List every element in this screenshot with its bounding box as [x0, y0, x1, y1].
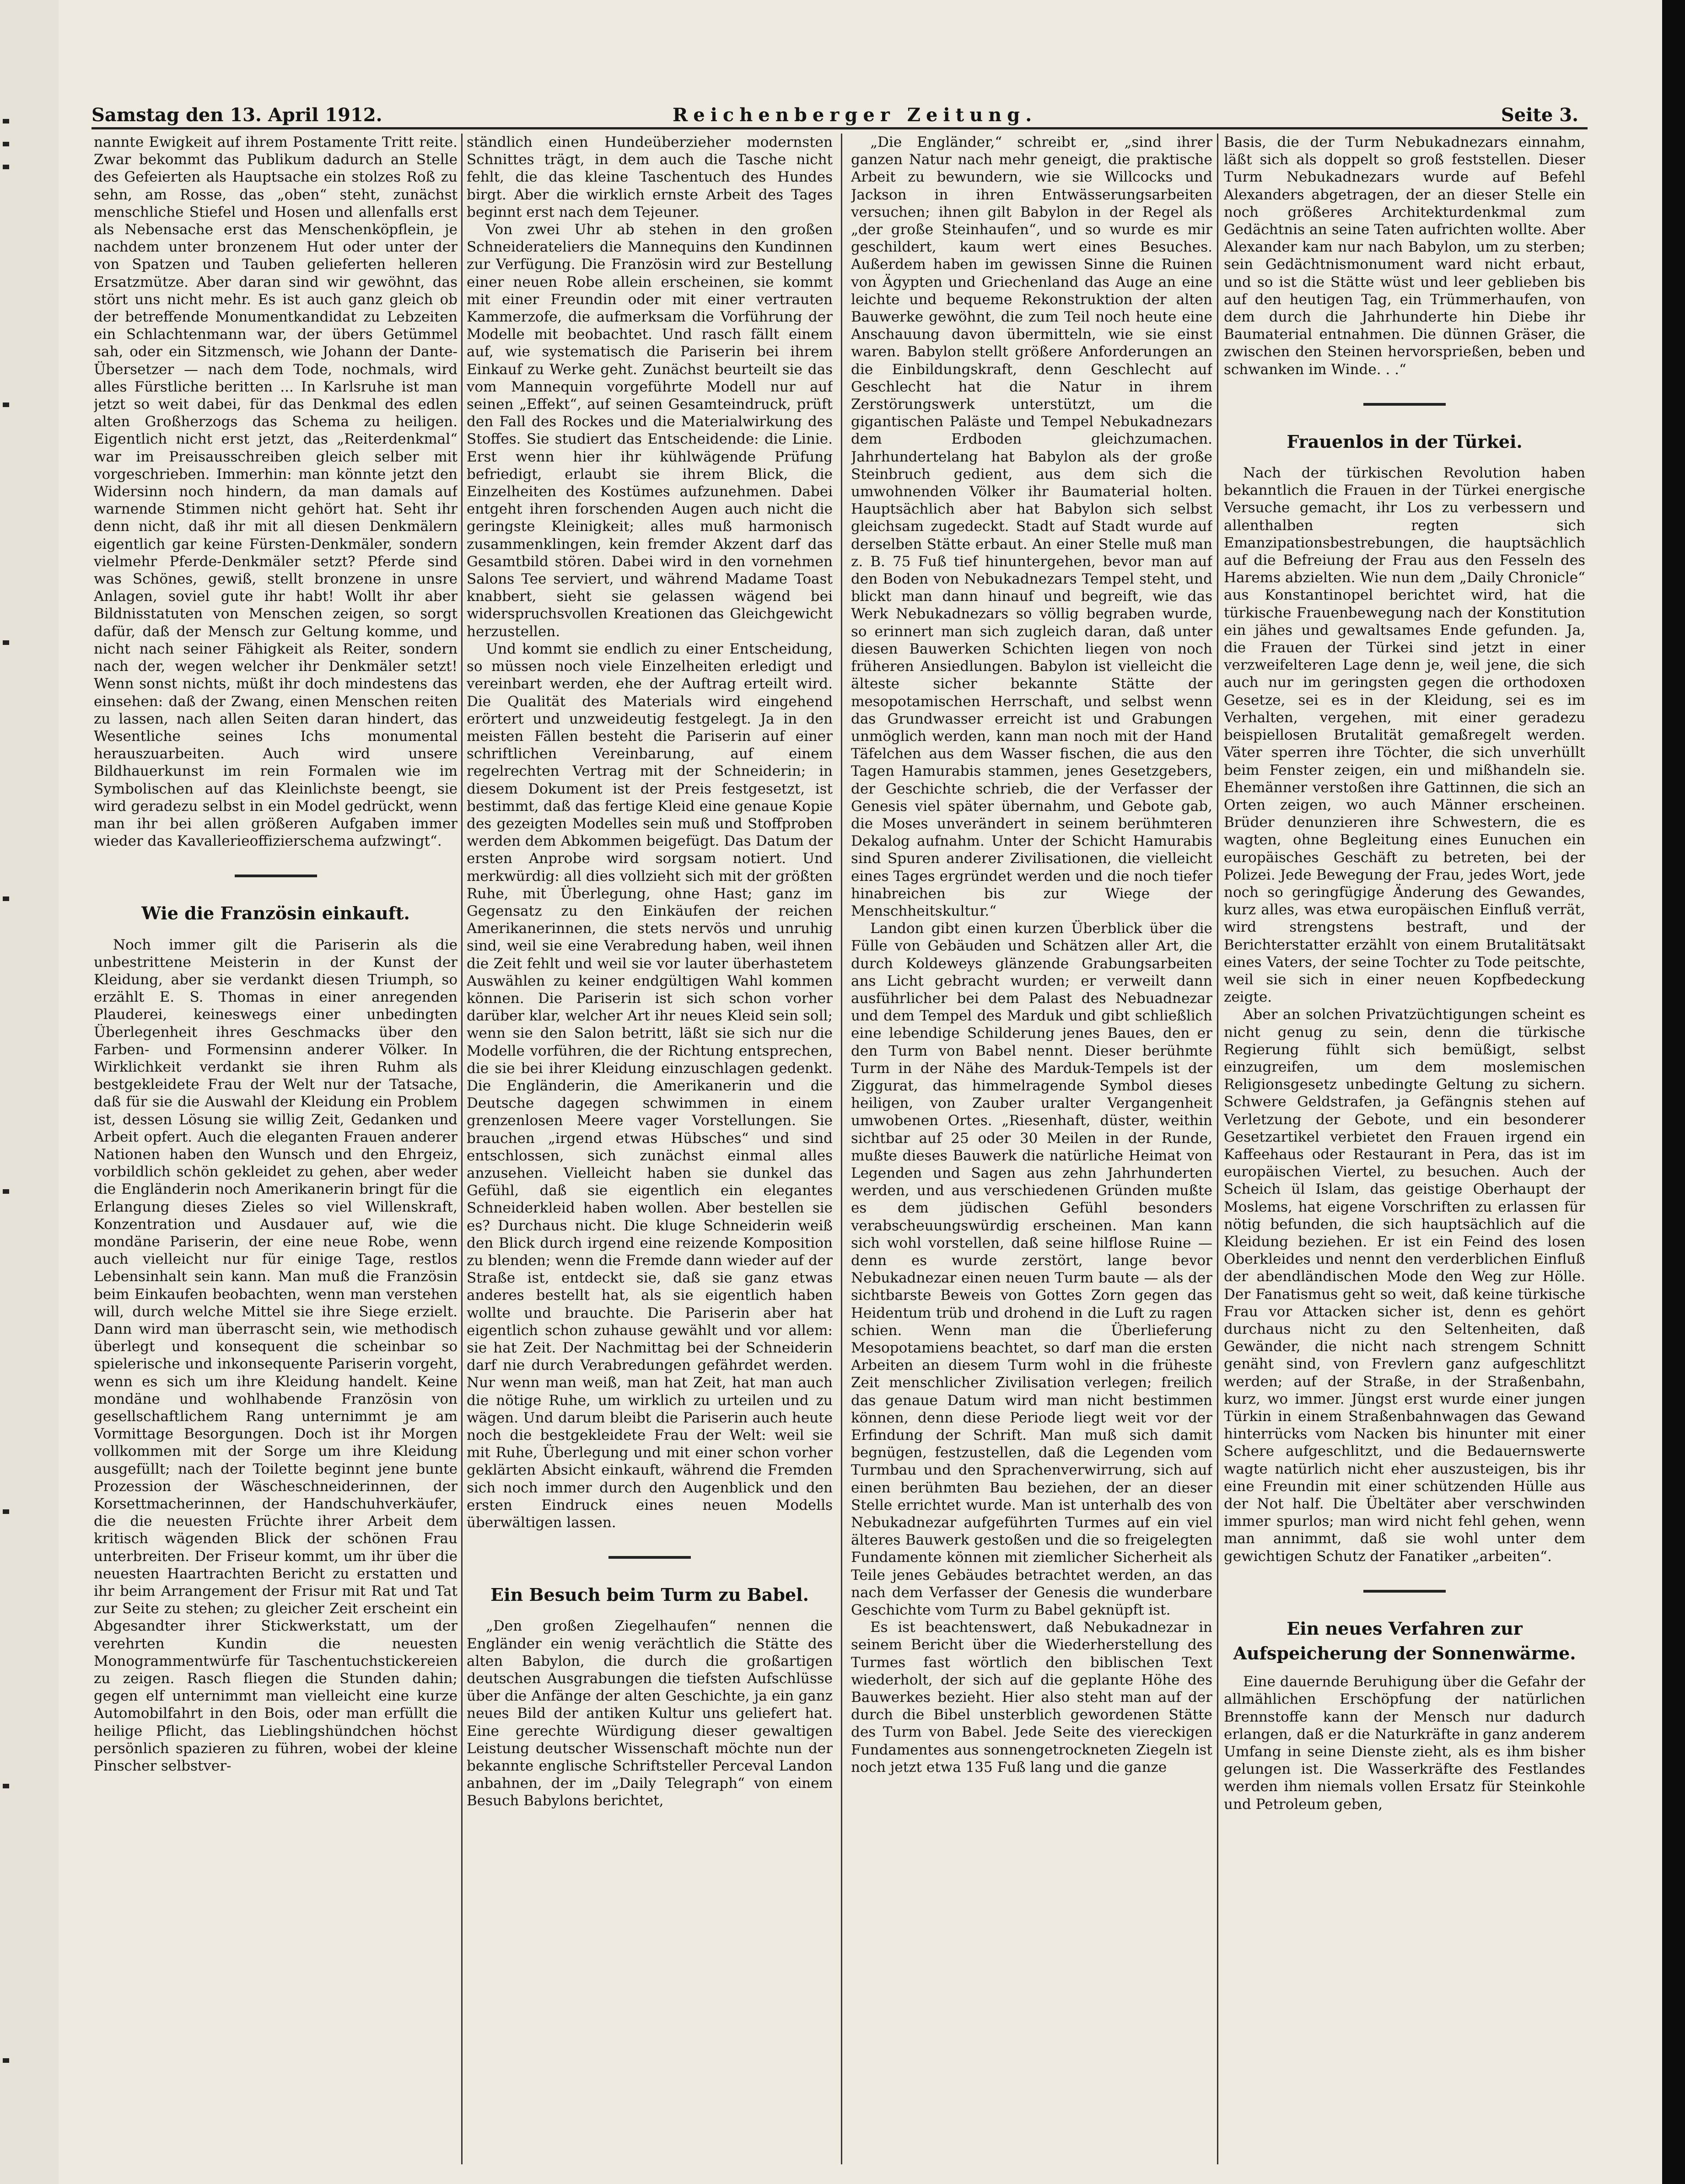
article-headline: Wie die Französin einkauft. [141, 903, 410, 924]
text-column-4 [1224, 134, 1585, 2164]
scan-border [1662, 0, 1685, 2184]
article-paragraph: Von zwei Uhr ab stehen in den großen Schneiderateliers die Mannequins den Kundinnen zur Verfügung. Die Französin wird zur Bestellung einer neuen Robe allein erscheinen, sie kommt mit einer Freundin oder mit einer vertrauten Kammerzofe, die aufmerksam die Vorführung der Modelle mit beobachtet. Und rasch fällt einem auf, wie systematisch die Pariserin bei ihrem Einkauf zu Werke geht. Zunächst beurteilt sie das vom Mannequin vorgeführte Modell nur auf seinen „Effekt“, auf seinen Gesamteindruck, prüft den Fall des Rockes und die Materialwirkung des Stoffes. Sie studiert das Entscheidende: die Linie. Erst wenn hier ihr kühlwägende Prüfung befriedigt, erlaubt sie ihrem Blick, die Einzelheiten des Kostümes aufzunehmen. Dabei entgeht ihren forschenden Augen auch nicht die geringste Kleinigkeit; alles muß harmonisch zusammenklingen, kein fremder Akzent darf das Gesamtbild stören. Dabei wird in den vornehmen Salons Tee serviert, und während Madame Toast knabbert, sieht sie gelassen wägend bei widerspruchsvollen Kreationen das Gleichgewicht herzustellen. [467, 221, 833, 640]
article-paragraph: „Den großen Ziegelhaufen“ nennen die Engländer ein wenig verächtlich die Stätte des alten Babylon, die durch die großartigen deutschen Ausgrabungen die tiefsten Aufschlüsse über die Anfänge der alten Geschichte, ja ein ganz neues Bild der antiken Kultur uns geliefert hat. Eine gerechte Würdigung dieser gewaltigen Leistung deutscher Wissenschaft möchte nun der bekannte englische Schriftsteller Perceval Landon anbahnen, der im „Daily Telegraph“ von einem Besuch Babylons berichtet, [467, 1618, 833, 1809]
adjacent-page-edge [0, 0, 59, 2184]
article-paragraph: Basis, die der Turm Nebukadnezars einnahm, läßt sich als doppelt so groß feststellen. Dieser Turm Nebukadnezars wurde auf Befehl Alexanders abgetragen, der an dieser Stelle ein noch größeres Architekturdenkmal zum Gedächtnis an seine Taten aufrichten wollte. Aber Alexander kam nur nach Babylon, um zu sterben; sein Gedächtnismonument ward nicht erbaut, und so ist die Stätte wüst und leer geblieben bis auf den heutigen Tag, ein Trümmerhaufen, von dem durch die Jahrhunderte hin Diebe ihr Baumaterial entnahmen. Die dünnen Gräser, die zwischen den Steinen hervorsprießen, beben und schwanken im Winde. . .“ [1224, 134, 1585, 378]
issue-date: Samstag den 13. April 1912. [92, 104, 382, 126]
article-paragraph: Und kommt sie endlich zu einer Entscheidung, so müssen noch viele Einzelheiten erledigt und vereinbart werden, ehe der Auftrag erteilt wird. Die Qualität des Materials wird eingehend erörtert und unzweideutig festgelegt. Ja in den meisten Fällen besteht die Pariserin auf einer schriftlichen Vereinbarung, auf einem regelrechten Vertrag mit der Schneiderin; in diesem Dokument ist der Preis festgesetzt, ist bestimmt, daß das fertige Kleid eine genaue Kopie des gezeigten Modelles sein muß und Stoffproben werden dem Abkommen beigefügt. Das Datum der ersten Anprobe wird sorgsam notiert. Und merkwürdig: all dies vollzieht sich mit der größten Ruhe, mit Überlegung, ohne Hast; ganz im Gegensatz zu den Einkäufen der reichen Amerikanerinnen, die stets nervös und unruhig sind, weil sie eine Verabredung haben, weil ihnen die Zeit fehlt und weil sie vor lauter überhastetem Auswählen zu keiner endgültigen Wahl kommen können. Die Pariserin ist sich schon vorher darüber klar, welcher Art ihr neues Kleid sein soll; wenn sie den Salon betritt, läßt sie sich nur die Modelle vorführen, die der Richtung entsprechen, die sie bei ihrer Kleidung einzuschlagen gedenkt. Die Engländerin, die Amerikanerin und die Deutsche dagegen schwimmen in einem grenzenlosen Meere vager Vorstellungen. Sie brauchen „irgend etwas Hübsches“ und sind entschlossen, sich zunächst einmal alles anzusehen. Vielleicht haben sie dunkel das Gefühl, daß sie eigentlich ein elegantes Schneiderkleid haben wollen. Aber bestellen sie es? Durchaus nicht. Die kluge Schneiderin weiß den Blick durch irgend eine reizende Komposition zu blenden; wenn die Fremde dann wieder auf der Straße ist, entdeckt sie, daß sie ganz etwas anderes bestellt hat, als sie eigentlich haben wollte und brauchte. Die Pariserin aber hat eigentlich schon zuhause gewählt und vor allem: sie hat Zeit. Der Nachmittag bei der Schneiderin darf nie durch Verabredungen gefährdet werden. Nur wenn man weiß, man hat Zeit, hat man auch die nötige Ruhe, um wirklich zu urteilen und zu wägen. Und darum bleibt die Pariserin auch heute noch die bestgekleidete Frau der Welt: weil sie mit Ruhe, Überlegung und mit einer schon vorher geklärten Absicht einkauft, während die Fremden sich noch immer durch den Augenblick und den ersten Eindruck eines neuen Modells überwältigen lassen. [467, 640, 833, 1531]
section-separator [1363, 403, 1446, 406]
article-paragraph: Eine dauernde Beruhigung über die Gefahr der allmählichen Erschöpfung der natürlichen Brennstoffe kann der Mensch nur dadurch erlangen, daß er die Naturkräfte in ganz anderem Umfang in seine Dienste zieht, als es ihm bisher gelungen ist. Die Wasserkräfte des Festlandes werden ihm niemals vollen Ersatz für Steinkohle und Petroleum geben, [1224, 1674, 1585, 1813]
article-headline [1224, 1620, 1585, 1662]
section-separator [608, 1556, 691, 1559]
page-header [92, 104, 1578, 136]
article-headline: Ein Besuch beim Turm zu Babel. [490, 1584, 809, 1605]
text-column-3 [851, 134, 1212, 2164]
column-divider [1217, 134, 1218, 2164]
article-paragraph: Es ist beachtenswert, daß Nebukadnezar in seinem Bericht über die Wiederherstellung des Turmes fast wörtlich den biblischen Text wiederholt, der sich auf die geplante Höhe des Bauwerkes bezieht. Hier also steht man auf der durch die Bibel unsterblich gewordenen Stätte des Turm von Babel. Jede Seite des viereckigen Fundamentes aus sonnengetrockneten Ziegeln ist noch jetzt etwa 135 Fuß lang und die ganze [851, 1619, 1212, 1776]
headline-line: Ein neues Verfahren zur [1287, 1618, 1523, 1639]
article-paragraph: Landon gibt einen kurzen Überblick über die Fülle von Gebäuden und Schätzen aller Art, die durch Koldeweys glänzende Grabungsarbeiten ans Licht gebracht wurden; er verweilt dann ausführlicher bei dem Palast des Nebuadnezar und dem Tempel des Marduk und gibt schließlich eine lebendige Schilderung jenes Baues, den er den Turm von Babel nennt. Dieser berühmte Turm in der Nähe des Marduk-Tempels ist der Ziggurat, das himmelragende Symbol dieses heiligen, von Zauber uralter Vergangenheit umwobenen Ortes. „Riesenhaft, düster, weithin sichtbar auf 25 oder 30 Meilen in der Runde, mußte dieses Bauwerk die natürliche Heimat von Legenden und Sagen aus zehn Jahrhunderten werden, und aus verschiedenen Gründen mußte es dem jüdischen Gefühl besonders verabscheuungswürdig erscheinen. Man kann sich wohl vorstellen, daß seine hilflose Ruine — denn es wurde zerstört, lange bevor Nebukadnezar einen neuen Turm baute — als der sichtbarste Beweis von Gottes Zorn gegen das Heidentum trüb und drohend in die Luft zu ragen schien. Wenn man die Überlieferung Mesopotamiens beachtet, so darf man die ersten Arbeiten an diesem Turm wohl in die früheste Zeit menschlicher Zivilisation verlegen; freilich das genaue Datum wird man nicht bestimmen können, denn diese Periode liegt weit vor der Erfindung der Schrift. Man muß sich damit begnügen, festzustellen, daß die Legenden vom Turmbau und den Sprachenverwirrung, sich auf einen berühmten Bau beziehen, der an dieser Stelle errichtet wurde. Man ist unterhalb des von Nebukadnezar aufgeführten Turmes auf ein viel älteres Bauwerk gestoßen und die so freigelegten Fundamente können mit ziemlicher Sicherheit als Teile jenes Gebäudes betrachtet werden, an das nach dem Verfasser der Genesis die wunderbare Geschichte vom Turm zu Babel geknüpft ist. [851, 920, 1212, 1619]
article-paragraph: „Die Engländer,“ schreibt er, „sind ihrer ganzen Natur nach mehr geneigt, die praktische Arbeit zu bewundern, wie sie Willcocks und Jackson in ihren Entwässerungsarbeiten versuchen; ihnen gilt Babylon in der Regel als „der große Steinhaufen“, und so wurde es mir geschildert, kaum wert eines Besuches. Außerdem haben im gewissen Sinne die Ruinen von Ägypten und Griechenland das Auge an eine leichte und bequeme Rekonstruktion der alten Bauwerke gewöhnt, die zum Teil noch heute eine Anschauung davon übermitteln, wie sie einst waren. Babylon stellt größere Anforderungen an die Einbildungskraft, denn Geschlecht auf Geschlecht hat die Natur in ihrem Zerstörungswerk unterstützt, um die gigantischen Paläste und Tempel Nebukadnezars dem Erdboden gleichzumachen. Jahrhundertelang hat Babylon als der große Steinbruch gedient, aus dem sich die umwohnenden Völker ihr Baumaterial holten. Hauptsächlich aber hat Babylon sich selbst gleichsam zugedeckt. Stadt auf Stadt wurde auf derselben Stätte erbaut. An einer Stelle muß man z. B. 75 Fuß tief hinuntergehen, bevor man auf den Boden von Nebukadnezars Tempel steht, und blickt man dann hinauf und begreift, wie das Werk Nebukadnezars so völlig begraben wurde, so erinnert man sich zugleich daran, daß unter diesen Bauwerken Schichten liegen von noch früheren Ansiedlungen. Babylon ist vielleicht die älteste sicher bekannte Stätte der mesopotamischen Herrschaft, und selbst wenn das Grundwasser erreicht ist und Grabungen unmöglich werden, kann man noch mit der Hand Täfelchen aus dem Wasser fischen, die aus den Tagen Hamurabis stammen, jenes Gesetzgebers, der Geschichte schrieb, die der Verfasser der Genesis viel später übernahm, und Gebote gab, die Moses unverändert in seinem berühmteren Dekalog aufnahm. Unter der Schicht Hamurabis sind Spuren anderer Zivilisationen, die vielleicht eines Tages ergründet werden und die noch tiefer hinabreichen bis zur Wiege der Menschheitskultur.“ [851, 134, 1212, 919]
article-paragraph: nannte Ewigkeit auf ihrem Postamente Tritt reite. Zwar bekommt das Publikum dadurch an Stelle des Gefeierten als Hauptsache ein stolzes Roß zu sehn, am Rosse, das „oben“ steht, zunächst menschliche Stiefel und Hosen und allenfalls erst als Nebensache erst das Menschenköpflein, je nachdem unter bronzenem Hut oder unter der von Spatzen und Tauben gelieferten helleren Ersatzmütze. Aber daran sind wir gewöhnt, das stört uns nicht mehr. Es ist auch ganz gleich ob der betreffende Monumentkandidat zu Lebzeiten ein Schlachtenmann war, der übers Getümmel sah, oder ein Sitzmensch, wie Johann der Dante-Übersetzer — nach dem Tode, nochmals, wird alles Fürstliche beritten ... In Karlsruhe ist man jetzt so weit dabei, für das Denkmal des edlen alten Großherzogs das Schema zu heiligen. Eigentlich nicht erst jetzt, das „Reiterdenkmal“ war im Preisausschreiben gleich selber mit vorgeschrieben. Immerhin: man könnte jetzt den Widersinn noch hindern, da man damals auf warnende Stimmen nicht gehört hat. Seht ihr denn nicht, daß ihr mit all diesen Denkmälern eigentlich gar keine Fürsten-Denkmäler, sondern vielmehr Pferde-Denkmäler setzt? Pferde sind was Schönes, gewiß, stellt bronzene in unsre Anlagen, soviel gute ihr habt! Wollt ihr aber Bildnisstatuten von Menschen zeigen, so sorgt dafür, daß der Mensch zur Geltung komme, und nicht nach seiner Fähigkeit als Reiter, sondern nach der, wegen welcher ihr Denkmäler setzt! Wenn sonst nichts, müßt ihr doch mindestens das einsehen: daß der Zwang, einen Menschen reiten zu lassen, nach allen Seiten daran hindert, das Wesentliche seines Ichs monumental herauszuarbeiten. Auch wird unsere Bildhauerkunst im rein Formalen wie im Symbolischen auf das Kleinlichste beengt, sie wird geradezu selbst in ein Model gedrückt, wenn man ihr bei allen größeren Aufgaben immer wieder das Kavallerieoffizierschema aufzwingt“. [94, 134, 458, 850]
header-rule [92, 127, 1588, 129]
article-paragraph: Aber an solchen Privatzüchtigungen scheint es nicht genug zu sein, denn die türkische Regierung fühlt sich bemüßigt, selbst einzugreifen, um dem moslemischen Religionsgesetz unbedingte Geltung zu sichern. Schwere Geldstrafen, ja Gefängnis stehen auf Verletzung der Gebote, und ein besonderer Gesetzartikel verbietet den Frauen irgend ein Kaffeehaus oder Restaurant in Pera, das ist im europäischen Viertel, zu besuchen. Auch der Scheich ül Islam, das geistige Oberhaupt der Moslems, hat eigene Vorschriften zu erlassen für nötig befunden, die sich hauptsächlich auf die Kleidung beziehen. Er ist ein Feind des losen Oberkleides und nennt den verderblichen Einfluß der abendländischen Mode den Weg zur Hölle. Der Fanatismus geht so weit, daß keine türkische Frau vor Attacken sicher ist, denn es gehört durchaus nicht zu den Seltenheiten, daß Gewänder, die nicht nach strengem Schnitt genäht sind, von Frevlern ganz aufgeschlitzt werden; auf der Straße, in der Straßenbahn, kurz, wo immer. Jüngst erst wurde einer jungen Türkin in einem Straßenbahnwagen das Gewand hinterrücks vom Nacken bis hinunter mit einer Schere aufgeschlitzt, und die Bedauernswerte wagte natürlich nicht eher auszusteigen, bis ihr eine Freundin mit einer schützenden Hülle aus der Not half. Die Übeltäter aber verschwinden immer spurlos; man wird nicht fehl gehen, wenn man annimmt, daß sie wohl unter dem gewichtigen Schutz der Fanatiker „arbeiten“. [1224, 1006, 1585, 1565]
article-paragraph: ständlich einen Hundeüberzieher modernsten Schnittes trägt, in dem auch die Tasche nicht fehlt, die das kleine Taschentuch des Hundes birgt. Aber die wirklich ernste Arbeit des Tages beginnt erst nach dem Tejeuner. [467, 134, 833, 220]
headline-line: Aufspeicherung der Sonnenwärme. [1233, 1643, 1576, 1664]
text-column-1 [94, 134, 458, 2164]
column-divider [841, 134, 842, 2164]
article-headline: Frauenlos in der Türkei. [1287, 431, 1523, 452]
section-separator [1363, 1590, 1446, 1593]
article-paragraph: Noch immer gilt die Pariserin als die unbestrittene Meisterin in der Kunst der Kleidung, aber sie verdankt diesen Triumph, so erzählt E. S. Thomas in einer anregenden Plauderei, keineswegs einer unbedingten Überlegenheit ihres Geschmacks über den Farben- und Formensinn anderer Völker. In Wirklichkeit verdankt sie ihren Ruhm als bestgekleidete Frau der Welt nur der Tatsache, daß für sie die Auswahl der Kleidung ein Problem ist, dessen Lösung sie willig Zeit, Gedanken und Arbeit opfert. Auch die eleganten Frauen anderer Nationen haben den Wunsch und den Ehrgeiz, vorbildlich schön gekleidet zu gehen, aber weder die Engländerin noch Amerikanerin bringt für die Erlangung dieses Zieles so viel Willenskraft, Konzentration und Ausdauer auf, wie die mondäne Pariserin, der eine neue Robe, wenn auch vielleicht nur für einige Tage, restlos Lebensinhalt sein kann. Man muß die Französin beim Einkaufen beobachten, wenn man verstehen will, durch welche Mittel sie ihre Siege erzielt. Dann wird man überrascht sein, wie methodisch überlegt und konsequent die scheinbar so spielerische und inkonsequente Pariserin vorgeht, wenn es sich um ihre Kleidung handelt. Keine mondäne und wohlhabende Französin von gesellschaftlichem Rang unternimmt je am Vormittage Besorgungen. Doch ist ihr Morgen vollkommen mit der Sorge um ihre Kleidung ausgefüllt; nach der Toilette beginnt jene bunte Prozession der Wäscheschneiderinnen, der Korsettmacherinnen, der Handschuhverkäufer, die die neuesten Früchte ihrer Arbeit dem kritisch wägenden Blick der schönen Frau unterbreiten. Der Friseur kommt, um ihr über die neuesten Haartrachten Bericht zu erstatten und ihr beim Arrangement der Frisur mit Rat und Tat zur Seite zu stehen; zu gleicher Zeit erscheint ein Abgesandter ihrer Stickwerkstatt, um der verehrten Kundin die neuesten Monogrammentwürfe für Taschentuchstickereien zu zeigen. Rasch fliegen die Stunden dahin; gegen elf unternimmt man vielleicht eine kurze Automobilfahrt in den Bois, oder man erfüllt die heilige Pflicht, das Lieblingshündchen höchst persönlich spazieren zu führen, wobei der kleine Pinscher selbstver- [94, 936, 458, 1775]
column-divider [461, 134, 463, 2164]
article-paragraph: Nach der türkischen Revolution haben bekanntlich die Frauen in der Türkei energische Versuche gemacht, ihr Los zu verbessern und allenthalben regten sich Emanzipationsbestrebungen, die hauptsächlich auf die Befreiung der Frau aus den Fesseln des Harems abzielten. Wie nun dem „Daily Chronicle“ aus Konstantinopel berichtet wird, hat die türkische Frauenbewegung nach der Konstitution ein jähes und gewaltsames Ende gefunden. Ja, die Frauen der Türkei sind jetzt in einer verzweifelteren Lage denn je, weil jene, die sich auch nur im geringsten gegen die orthodoxen Gesetze, sei es in der Kleidung, sei es im Verhalten, vergehen, mit einer geradezu beispiellosen Brutalität gemaßregelt werden. Väter sperren ihre Töchter, die sich unverhüllt beim Fenster zeigen, ein und mißhandeln sie. Ehemänner verstoßen ihre Gattinnen, die sich an Orten zeigen, wo auch Männer erscheinen. Brüder denunzieren ihre Schwestern, die es wagten, ohne Begleitung eines Eunuchen ein europäisches Geschäft zu betreten, bei der Polizei. Jede Bewegung der Frau, jedes Wort, jede noch so geringfügige Änderung des Gewandes, kurz alles, was etwa europäischen Einfluß verrät, wird strengstens bestraft, und der Berichterstatter erzählt von einem Brutalitätsakt eines Vaters, der seine Tochter zu Tode peitschte, weil sie sich in einer neuen Kopfbedeckung zeigte. [1224, 465, 1585, 1006]
text-column-2 [467, 134, 833, 2164]
section-separator [235, 875, 317, 877]
newspaper-title: Reichenberger Zeitung. [673, 104, 1038, 126]
page-number: Seite 3. [1501, 104, 1578, 126]
